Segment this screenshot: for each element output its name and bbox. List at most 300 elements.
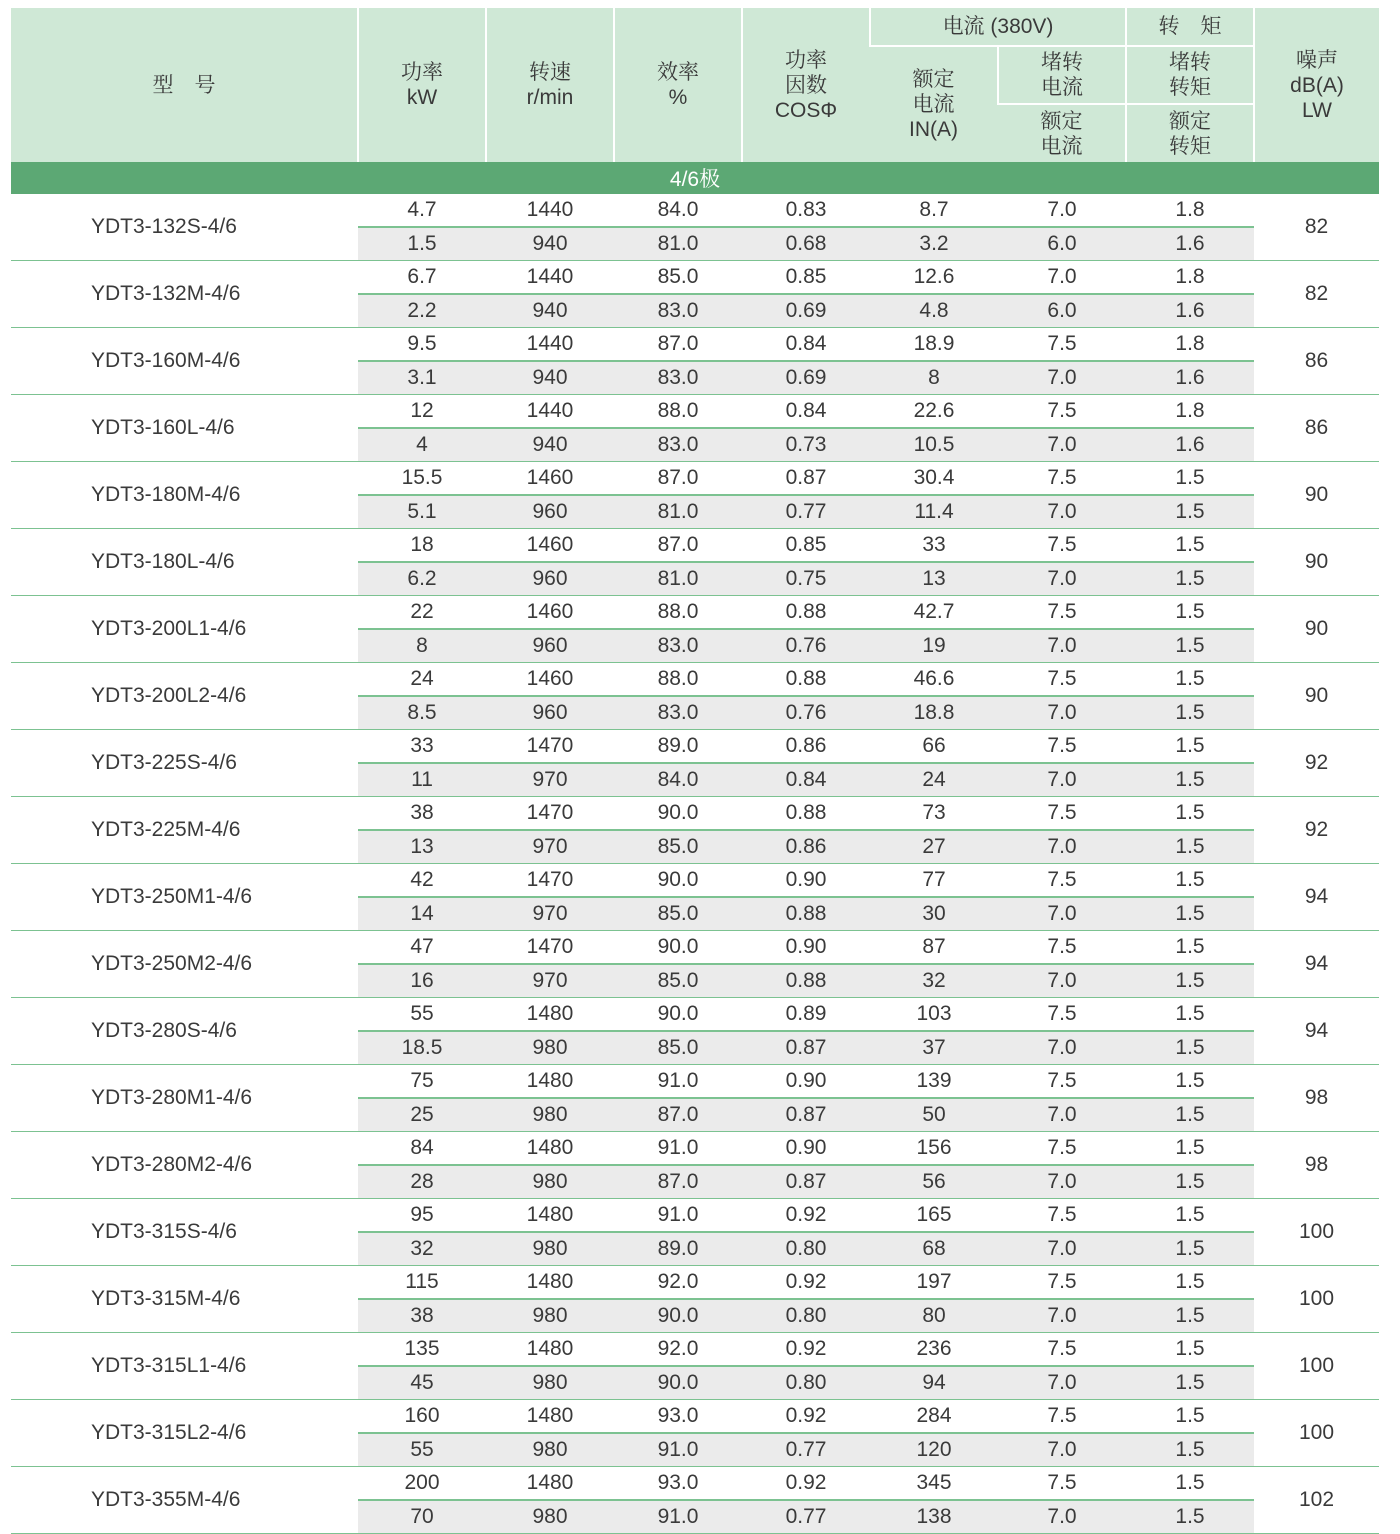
rated-current-cell: 30.4 — [870, 462, 998, 496]
power-factor-cell: 0.76 — [742, 629, 870, 663]
speed-cell: 960 — [486, 562, 614, 596]
power-cell: 14 — [358, 897, 486, 931]
power-factor-cell: 0.92 — [742, 1266, 870, 1300]
efficiency-cell: 88.0 — [614, 596, 742, 630]
efficiency-cell: 87.0 — [614, 328, 742, 362]
rated-current-cell: 22.6 — [870, 395, 998, 429]
col-noise: 噪声 dB(A) LW — [1254, 8, 1379, 162]
model-cell: YDT3-160L-4/6 — [11, 395, 358, 462]
rated-current-cell: 18.9 — [870, 328, 998, 362]
efficiency-cell: 91.0 — [614, 1500, 742, 1534]
power-cell: 15.5 — [358, 462, 486, 496]
power-cell: 84 — [358, 1132, 486, 1166]
efficiency-cell: 90.0 — [614, 797, 742, 831]
table-row — [11, 462, 1379, 496]
power-cell: 95 — [358, 1199, 486, 1233]
col-power: 功率 kW — [358, 8, 486, 162]
power-cell: 8.5 — [358, 696, 486, 730]
speed-cell: 980 — [486, 1165, 614, 1199]
speed-cell: 1480 — [486, 1065, 614, 1099]
speed-cell: 1460 — [486, 462, 614, 496]
table-row — [11, 1333, 1379, 1367]
rated-current-cell: 284 — [870, 1400, 998, 1434]
noise-cell: 102 — [1254, 1467, 1379, 1534]
locked-torque-ratio-cell: 1.5 — [1126, 1500, 1254, 1534]
locked-current-ratio-cell: 7.5 — [998, 730, 1126, 764]
efficiency-cell: 83.0 — [614, 629, 742, 663]
power-factor-cell: 0.86 — [742, 730, 870, 764]
rated-current-cell: 156 — [870, 1132, 998, 1166]
efficiency-cell: 91.0 — [614, 1199, 742, 1233]
power-cell: 18.5 — [358, 1031, 486, 1065]
rated-current-cell: 68 — [870, 1232, 998, 1266]
speed-cell: 1480 — [486, 1467, 614, 1501]
rated-current-cell: 66 — [870, 730, 998, 764]
locked-torque-ratio-cell: 1.6 — [1126, 428, 1254, 462]
locked-current-ratio-cell: 7.5 — [998, 1400, 1126, 1434]
model-cell: YDT3-315L1-4/6 — [11, 1333, 358, 1400]
power-cell: 11 — [358, 763, 486, 797]
locked-current-ratio-cell: 7.5 — [998, 797, 1126, 831]
rated-current-cell: 73 — [870, 797, 998, 831]
table-row — [11, 797, 1379, 831]
model-cell: YDT3-315S-4/6 — [11, 1199, 358, 1266]
speed-cell: 1440 — [486, 194, 614, 227]
efficiency-cell: 83.0 — [614, 294, 742, 328]
power-cell: 32 — [358, 1232, 486, 1266]
col-locked-current-top: 堵转 电流 — [998, 46, 1126, 104]
rated-current-cell: 10.5 — [870, 428, 998, 462]
noise-cell: 92 — [1254, 730, 1379, 797]
noise-cell: 90 — [1254, 462, 1379, 529]
model-cell: YDT3-250M1-4/6 — [11, 864, 358, 931]
noise-cell: 82 — [1254, 261, 1379, 328]
speed-cell: 1480 — [486, 1132, 614, 1166]
efficiency-cell: 91.0 — [614, 1065, 742, 1099]
speed-cell: 1460 — [486, 596, 614, 630]
col-rated-current: 额定 电流 IN(A) — [870, 46, 998, 162]
locked-torque-ratio-cell: 1.5 — [1126, 797, 1254, 831]
power-factor-cell: 0.88 — [742, 797, 870, 831]
locked-current-ratio-cell: 7.0 — [998, 194, 1126, 227]
locked-torque-ratio-cell: 1.5 — [1126, 1232, 1254, 1266]
power-cell: 115 — [358, 1266, 486, 1300]
rated-current-cell: 120 — [870, 1433, 998, 1467]
speed-cell: 1470 — [486, 797, 614, 831]
power-factor-cell: 0.73 — [742, 428, 870, 462]
locked-current-ratio-cell: 7.5 — [998, 395, 1126, 429]
locked-current-ratio-cell: 7.5 — [998, 328, 1126, 362]
locked-torque-ratio-cell: 1.5 — [1126, 495, 1254, 529]
locked-torque-ratio-cell: 1.5 — [1126, 1031, 1254, 1065]
table-row — [11, 730, 1379, 764]
power-factor-cell: 0.88 — [742, 897, 870, 931]
efficiency-cell: 87.0 — [614, 462, 742, 496]
locked-torque-ratio-cell: 1.5 — [1126, 931, 1254, 965]
power-cell: 70 — [358, 1500, 486, 1534]
efficiency-cell: 81.0 — [614, 495, 742, 529]
speed-cell: 960 — [486, 696, 614, 730]
efficiency-cell: 83.0 — [614, 428, 742, 462]
locked-current-ratio-cell: 7.0 — [998, 261, 1126, 295]
efficiency-cell: 90.0 — [614, 931, 742, 965]
noise-cell: 90 — [1254, 663, 1379, 730]
power-cell: 6.2 — [358, 562, 486, 596]
power-cell: 4 — [358, 428, 486, 462]
speed-cell: 1440 — [486, 261, 614, 295]
locked-current-ratio-cell: 7.5 — [998, 663, 1126, 697]
locked-current-ratio-cell: 7.0 — [998, 1433, 1126, 1467]
locked-torque-ratio-cell: 1.5 — [1126, 1165, 1254, 1199]
pole-label: 4/6极 — [11, 162, 1379, 194]
power-cell: 12 — [358, 395, 486, 429]
locked-current-ratio-cell: 7.0 — [998, 495, 1126, 529]
rated-current-cell: 24 — [870, 763, 998, 797]
locked-current-ratio-cell: 7.0 — [998, 1299, 1126, 1333]
model-cell: YDT3-132M-4/6 — [11, 261, 358, 328]
rated-current-cell: 94 — [870, 1366, 998, 1400]
locked-current-ratio-cell: 7.0 — [998, 897, 1126, 931]
efficiency-cell: 88.0 — [614, 663, 742, 697]
speed-cell: 970 — [486, 763, 614, 797]
locked-current-ratio-cell: 7.5 — [998, 1333, 1126, 1367]
table-row — [11, 395, 1379, 429]
locked-torque-ratio-cell: 1.8 — [1126, 395, 1254, 429]
speed-cell: 940 — [486, 428, 614, 462]
efficiency-cell: 91.0 — [614, 1433, 742, 1467]
noise-cell: 98 — [1254, 1132, 1379, 1199]
power-cell: 2.2 — [358, 294, 486, 328]
speed-cell: 980 — [486, 1031, 614, 1065]
table-row — [11, 1199, 1379, 1233]
locked-torque-ratio-cell: 1.6 — [1126, 294, 1254, 328]
locked-torque-ratio-cell: 1.5 — [1126, 1098, 1254, 1132]
power-factor-cell: 0.85 — [742, 261, 870, 295]
locked-torque-ratio-cell: 1.5 — [1126, 1266, 1254, 1300]
speed-cell: 960 — [486, 629, 614, 663]
table-header — [11, 8, 1379, 162]
efficiency-cell: 85.0 — [614, 1031, 742, 1065]
power-factor-cell: 0.68 — [742, 227, 870, 261]
speed-cell: 1480 — [486, 1199, 614, 1233]
speed-cell: 970 — [486, 897, 614, 931]
power-cell: 6.7 — [358, 261, 486, 295]
model-cell: YDT3-280S-4/6 — [11, 998, 358, 1065]
power-factor-cell: 0.75 — [742, 562, 870, 596]
power-factor-cell: 0.92 — [742, 1333, 870, 1367]
power-factor-cell: 0.69 — [742, 294, 870, 328]
locked-torque-ratio-cell: 1.5 — [1126, 1065, 1254, 1099]
noise-cell: 100 — [1254, 1266, 1379, 1333]
locked-current-ratio-cell: 7.5 — [998, 529, 1126, 563]
power-cell: 28 — [358, 1165, 486, 1199]
efficiency-cell: 90.0 — [614, 864, 742, 898]
model-cell: YDT3-280M2-4/6 — [11, 1132, 358, 1199]
power-cell: 4.7 — [358, 194, 486, 227]
efficiency-cell: 92.0 — [614, 1333, 742, 1367]
locked-torque-ratio-cell: 1.8 — [1126, 261, 1254, 295]
locked-torque-ratio-cell: 1.5 — [1126, 1299, 1254, 1333]
table-row — [11, 931, 1379, 965]
speed-cell: 1440 — [486, 395, 614, 429]
locked-torque-ratio-cell: 1.5 — [1126, 1132, 1254, 1166]
locked-current-ratio-cell: 7.5 — [998, 1132, 1126, 1166]
speed-cell: 970 — [486, 964, 614, 998]
col-efficiency: 效率 % — [614, 8, 742, 162]
power-cell: 45 — [358, 1366, 486, 1400]
power-factor-cell: 0.77 — [742, 1433, 870, 1467]
pole-section-row — [11, 162, 1379, 194]
power-cell: 135 — [358, 1333, 486, 1367]
model-cell: YDT3-280M1-4/6 — [11, 1065, 358, 1132]
locked-current-ratio-cell: 7.0 — [998, 1500, 1126, 1534]
efficiency-cell: 81.0 — [614, 227, 742, 261]
efficiency-cell: 89.0 — [614, 1232, 742, 1266]
rated-current-cell: 236 — [870, 1333, 998, 1367]
locked-current-ratio-cell: 7.5 — [998, 864, 1126, 898]
efficiency-cell: 85.0 — [614, 261, 742, 295]
efficiency-cell: 83.0 — [614, 361, 742, 395]
table-row — [11, 1132, 1379, 1166]
model-cell: YDT3-200L1-4/6 — [11, 596, 358, 663]
rated-current-cell: 4.8 — [870, 294, 998, 328]
speed-cell: 1480 — [486, 1266, 614, 1300]
power-factor-cell: 0.92 — [742, 1400, 870, 1434]
noise-cell: 82 — [1254, 194, 1379, 261]
rated-current-cell: 27 — [870, 830, 998, 864]
col-locked-torque-top: 堵转 转矩 — [1126, 46, 1254, 104]
efficiency-cell: 90.0 — [614, 1366, 742, 1400]
speed-cell: 980 — [486, 1299, 614, 1333]
model-cell: YDT3-200L2-4/6 — [11, 663, 358, 730]
model-cell: YDT3-315L2-4/6 — [11, 1400, 358, 1467]
table-row — [11, 529, 1379, 563]
efficiency-cell: 85.0 — [614, 964, 742, 998]
power-factor-cell: 0.87 — [742, 1098, 870, 1132]
power-cell: 24 — [358, 663, 486, 697]
model-cell: YDT3-315M-4/6 — [11, 1266, 358, 1333]
power-factor-cell: 0.90 — [742, 1132, 870, 1166]
efficiency-cell: 84.0 — [614, 194, 742, 227]
locked-torque-ratio-cell: 1.8 — [1126, 194, 1254, 227]
noise-cell: 100 — [1254, 1199, 1379, 1266]
locked-torque-ratio-cell: 1.6 — [1126, 361, 1254, 395]
power-factor-cell: 0.84 — [742, 763, 870, 797]
locked-current-ratio-cell: 7.5 — [998, 596, 1126, 630]
power-cell: 55 — [358, 1433, 486, 1467]
power-factor-cell: 0.92 — [742, 1467, 870, 1501]
power-cell: 8 — [358, 629, 486, 663]
power-cell: 5.1 — [358, 495, 486, 529]
locked-current-ratio-cell: 7.5 — [998, 931, 1126, 965]
locked-torque-ratio-cell: 1.5 — [1126, 529, 1254, 563]
locked-torque-ratio-cell: 1.5 — [1126, 1366, 1254, 1400]
rated-current-cell: 77 — [870, 864, 998, 898]
power-cell: 9.5 — [358, 328, 486, 362]
model-cell: YDT3-180M-4/6 — [11, 462, 358, 529]
locked-torque-ratio-cell: 1.5 — [1126, 629, 1254, 663]
locked-current-ratio-cell: 7.0 — [998, 696, 1126, 730]
power-factor-cell: 0.86 — [742, 830, 870, 864]
power-factor-cell: 0.85 — [742, 529, 870, 563]
locked-torque-ratio-cell: 1.5 — [1126, 730, 1254, 764]
locked-torque-ratio-cell: 1.6 — [1126, 227, 1254, 261]
locked-current-ratio-cell: 7.0 — [998, 1098, 1126, 1132]
rated-current-cell: 87 — [870, 931, 998, 965]
locked-current-ratio-cell: 7.5 — [998, 998, 1126, 1032]
table-row — [11, 1400, 1379, 1434]
locked-torque-ratio-cell: 1.5 — [1126, 897, 1254, 931]
locked-current-ratio-cell: 7.0 — [998, 964, 1126, 998]
model-cell: YDT3-132S-4/6 — [11, 194, 358, 261]
col-power-factor: 功率 因数 COSΦ — [742, 8, 870, 162]
locked-current-ratio-cell: 7.5 — [998, 1199, 1126, 1233]
noise-cell: 94 — [1254, 864, 1379, 931]
rated-current-cell: 103 — [870, 998, 998, 1032]
speed-cell: 1460 — [486, 529, 614, 563]
table-row — [11, 864, 1379, 898]
power-factor-cell: 0.77 — [742, 1500, 870, 1534]
locked-torque-ratio-cell: 1.5 — [1126, 864, 1254, 898]
efficiency-cell: 84.0 — [614, 763, 742, 797]
locked-torque-ratio-cell: 1.5 — [1126, 763, 1254, 797]
speed-cell: 1480 — [486, 998, 614, 1032]
rated-current-cell: 18.8 — [870, 696, 998, 730]
rated-current-cell: 165 — [870, 1199, 998, 1233]
efficiency-cell: 93.0 — [614, 1400, 742, 1434]
efficiency-cell: 81.0 — [614, 562, 742, 596]
col-locked-current-bottom: 额定 电流 — [998, 104, 1126, 162]
rated-current-cell: 46.6 — [870, 663, 998, 697]
power-factor-cell: 0.90 — [742, 864, 870, 898]
speed-cell: 1480 — [486, 1400, 614, 1434]
efficiency-cell: 93.0 — [614, 1467, 742, 1501]
noise-cell: 98 — [1254, 1065, 1379, 1132]
speed-cell: 970 — [486, 830, 614, 864]
power-factor-cell: 0.88 — [742, 964, 870, 998]
power-cell: 47 — [358, 931, 486, 965]
table-row — [11, 998, 1379, 1032]
locked-torque-ratio-cell: 1.5 — [1126, 1467, 1254, 1501]
model-cell: YDT3-250M2-4/6 — [11, 931, 358, 998]
power-factor-cell: 0.88 — [742, 663, 870, 697]
noise-cell: 86 — [1254, 328, 1379, 395]
col-current-group: 电流 (380V) — [870, 8, 1126, 46]
locked-torque-ratio-cell: 1.5 — [1126, 964, 1254, 998]
speed-cell: 1460 — [486, 663, 614, 697]
locked-current-ratio-cell: 7.5 — [998, 1266, 1126, 1300]
efficiency-cell: 92.0 — [614, 1266, 742, 1300]
noise-cell: 94 — [1254, 931, 1379, 998]
rated-current-cell: 345 — [870, 1467, 998, 1501]
locked-torque-ratio-cell: 1.5 — [1126, 596, 1254, 630]
power-cell: 55 — [358, 998, 486, 1032]
noise-cell: 100 — [1254, 1333, 1379, 1400]
rated-current-cell: 138 — [870, 1500, 998, 1534]
rated-current-cell: 32 — [870, 964, 998, 998]
speed-cell: 1470 — [486, 931, 614, 965]
table-row — [11, 1266, 1379, 1300]
rated-current-cell: 13 — [870, 562, 998, 596]
table-row — [11, 1065, 1379, 1099]
locked-current-ratio-cell: 7.5 — [998, 462, 1126, 496]
power-factor-cell: 0.90 — [742, 1065, 870, 1099]
power-cell: 38 — [358, 797, 486, 831]
power-factor-cell: 0.89 — [742, 998, 870, 1032]
locked-current-ratio-cell: 6.0 — [998, 227, 1126, 261]
power-cell: 1.5 — [358, 227, 486, 261]
efficiency-cell: 83.0 — [614, 696, 742, 730]
power-factor-cell: 0.80 — [742, 1299, 870, 1333]
locked-torque-ratio-cell: 1.5 — [1126, 1199, 1254, 1233]
power-factor-cell: 0.80 — [742, 1366, 870, 1400]
rated-current-cell: 30 — [870, 897, 998, 931]
power-cell: 25 — [358, 1098, 486, 1132]
power-cell: 38 — [358, 1299, 486, 1333]
efficiency-cell: 90.0 — [614, 1299, 742, 1333]
speed-cell: 940 — [486, 227, 614, 261]
power-cell: 200 — [358, 1467, 486, 1501]
power-cell: 22 — [358, 596, 486, 630]
rated-current-cell: 56 — [870, 1165, 998, 1199]
table-row — [11, 663, 1379, 697]
locked-torque-ratio-cell: 1.5 — [1126, 462, 1254, 496]
efficiency-cell: 85.0 — [614, 830, 742, 864]
locked-torque-ratio-cell: 1.5 — [1126, 1433, 1254, 1467]
table-body — [11, 162, 1379, 1534]
power-cell: 75 — [358, 1065, 486, 1099]
power-factor-cell: 0.88 — [742, 596, 870, 630]
power-cell: 3.1 — [358, 361, 486, 395]
power-factor-cell: 0.87 — [742, 462, 870, 496]
rated-current-cell: 19 — [870, 629, 998, 663]
locked-torque-ratio-cell: 1.5 — [1126, 562, 1254, 596]
efficiency-cell: 87.0 — [614, 529, 742, 563]
table-row — [11, 596, 1379, 630]
speed-cell: 980 — [486, 1500, 614, 1534]
power-factor-cell: 0.84 — [742, 328, 870, 362]
rated-current-cell: 8.7 — [870, 194, 998, 227]
rated-current-cell: 197 — [870, 1266, 998, 1300]
speed-cell: 940 — [486, 361, 614, 395]
power-cell: 42 — [358, 864, 486, 898]
model-cell: YDT3-355M-4/6 — [11, 1467, 358, 1534]
col-locked-torque-bottom: 额定 转矩 — [1126, 104, 1254, 162]
power-factor-cell: 0.92 — [742, 1199, 870, 1233]
locked-current-ratio-cell: 7.0 — [998, 763, 1126, 797]
locked-torque-ratio-cell: 1.5 — [1126, 998, 1254, 1032]
power-factor-cell: 0.76 — [742, 696, 870, 730]
speed-cell: 1470 — [486, 730, 614, 764]
power-factor-cell: 0.77 — [742, 495, 870, 529]
power-cell: 18 — [358, 529, 486, 563]
locked-torque-ratio-cell: 1.5 — [1126, 663, 1254, 697]
power-factor-cell: 0.80 — [742, 1232, 870, 1266]
locked-current-ratio-cell: 7.0 — [998, 1165, 1126, 1199]
model-cell: YDT3-225S-4/6 — [11, 730, 358, 797]
locked-current-ratio-cell: 7.0 — [998, 428, 1126, 462]
rated-current-cell: 33 — [870, 529, 998, 563]
noise-cell: 90 — [1254, 596, 1379, 663]
power-factor-cell: 0.83 — [742, 194, 870, 227]
power-factor-cell: 0.69 — [742, 361, 870, 395]
speed-cell: 980 — [486, 1232, 614, 1266]
rated-current-cell: 50 — [870, 1098, 998, 1132]
col-model: 型 号 — [11, 8, 358, 162]
speed-cell: 940 — [486, 294, 614, 328]
power-cell: 33 — [358, 730, 486, 764]
speed-cell: 960 — [486, 495, 614, 529]
